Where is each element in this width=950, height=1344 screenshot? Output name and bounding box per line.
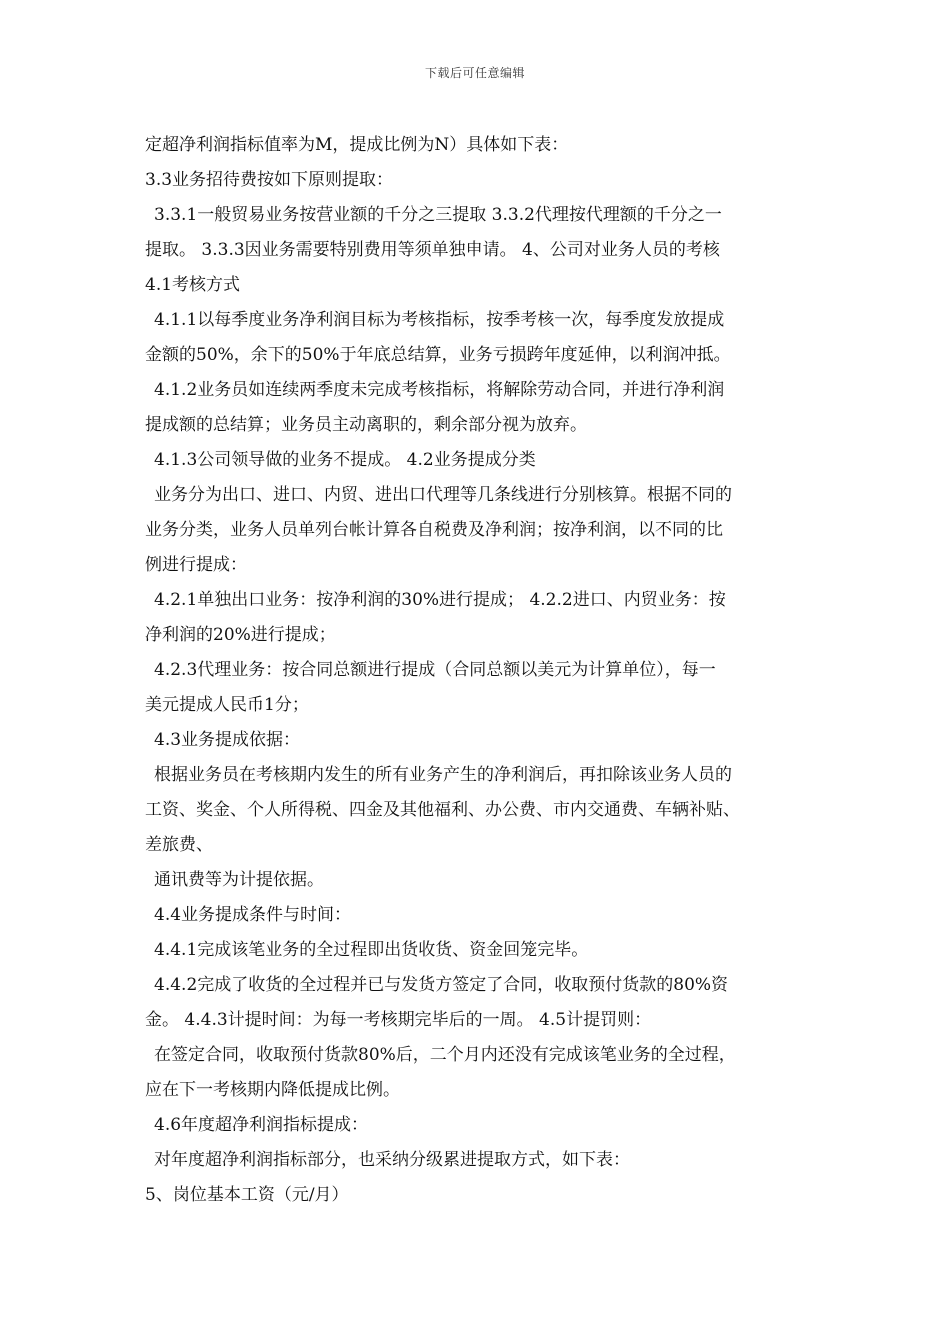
text-line: 3.3业务招待费按如下原则提取：: [145, 170, 394, 190]
text-line: 4.1.2业务员如连续两季度未完成考核指标，将解除劳动合同，并进行净利润: [154, 380, 725, 400]
text-line: 差旅费、: [145, 835, 213, 855]
body-text: [145, 128, 825, 1213]
text-line: 例进行提成：: [145, 555, 247, 575]
text-line: 4.1.3公司领导做的业务不提成。 4.2业务提成分类: [154, 450, 536, 470]
text-line: 在签定合同，收取预付货款80%后，二个月内还没有完成该笔业务的全过程，: [154, 1045, 736, 1065]
text-line: 4.2.3代理业务：按合同总额进行提成（合同总额以美元为计算单位），每一: [154, 660, 716, 680]
text-line: 根据业务员在考核期内发生的所有业务产生的净利润后，再扣除该业务人员的: [154, 765, 732, 785]
text-line: 4.6年度超净利润指标提成：: [154, 1115, 369, 1135]
text-line: 5、岗位基本工资（元/月）: [145, 1185, 349, 1205]
header-note: 下载后可任意编辑: [424, 66, 525, 80]
text-line: 工资、奖金、个人所得税、四金及其他福利、办公费、市内交通费、车辆补贴、: [145, 800, 740, 820]
text-line: 定超净利润指标值率为M，提成比例为N）具体如下表：: [145, 135, 569, 155]
text-line: 应在下一考核期内降低提成比例。: [145, 1080, 400, 1100]
text-line: 业务分为出口、进口、内贸、进出口代理等几条线进行分别核算。根据不同的: [154, 485, 732, 505]
text-line: 4.1考核方式: [145, 275, 241, 295]
text-line: 业务分类，业务人员单列台帐计算各自税费及净利润；按净利润，以不同的比: [145, 520, 723, 540]
text-line: 4.3业务提成依据：: [154, 730, 301, 750]
text-line: 4.4.2完成了收货的全过程并已与发货方签定了合同，收取预付货款的80%资: [154, 975, 729, 995]
text-line: 4.4业务提成条件与时间：: [154, 905, 352, 925]
text-line: 提成额的总结算；业务员主动离职的，剩余部分视为放弃。: [145, 415, 587, 435]
text-line: 美元提成人民币1分；: [145, 695, 309, 715]
text-line: 金。 4.4.3计提时间：为每一考核期完毕后的一周。 4.5计提罚则：: [145, 1010, 652, 1030]
text-line: 4.2.1单独出口业务：按净利润的30%进行提成； 4.2.2进口、内贸业务：按: [154, 590, 726, 610]
text-line: 提取。 3.3.3因业务需要特别费用等须单独申请。 4、公司对业务人员的考核: [145, 240, 720, 260]
text-line: 通讯费等为计提依据。: [154, 870, 324, 890]
text-line: 对年度超净利润指标部分，也采纳分级累进提取方式，如下表：: [154, 1150, 630, 1170]
text-line: 3.3.1一般贸易业务按营业额的千分之三提取 3.3.2代理按代理额的千分之一: [154, 205, 722, 225]
text-line: 4.1.1以每季度业务净利润目标为考核指标，按季考核一次，每季度发放提成: [154, 310, 725, 330]
text-line: 净利润的20%进行提成；: [145, 625, 336, 645]
text-line: 金额的50%，余下的50%于年底总结算，业务亏损跨年度延伸，以利润冲抵。: [145, 345, 731, 365]
text-line: 4.4.1完成该笔业务的全过程即出货收货、资金回笼完毕。: [154, 940, 589, 960]
